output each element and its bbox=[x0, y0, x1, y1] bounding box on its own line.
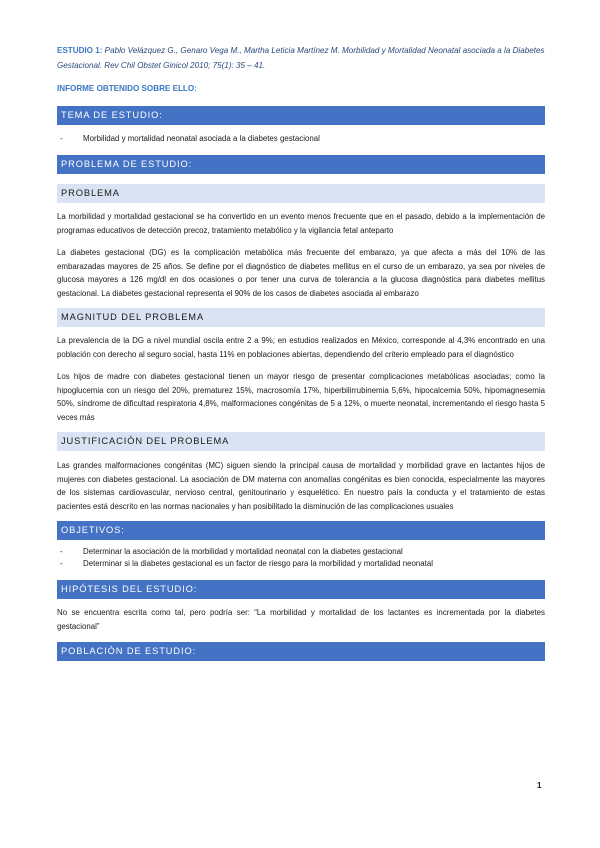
magnitud-paragraph-2: Los hijos de madre con diabetes gestacional tienen un mayor riesgo de presentar complicaciones metabólicas asociadas; como la hipoglucemia con un riesgo del 20%, prematurez 15%, macrosomía 17%, hiperbilirrubinemia 5,6%, hipocalcemia 50%, hipomagnesemia 50%, síndrome de dificultad respiratoria 4,8%, malformaciones congénitas de 5 a 12%, o muerte neonatal, incrementando el riesgo hasta 5 veces más bbox=[57, 372, 545, 422]
section-heading-tema: TEMA DE ESTUDIO: bbox=[57, 106, 545, 125]
section-heading-magnitud: MAGNITUD DEL PROBLEMA bbox=[57, 308, 545, 327]
magnitud-paragraph-1: La prevalencia de la DG a nivel mundial oscila entre 2 a 9%; en estudios realizados en México, corresponde al 4,3% encontrado en una población con derecho al seguro social, hasta 11% en poblaciones abiertas, dependiendo del criterio empleado para el diagnóstico bbox=[57, 336, 545, 359]
problema-paragraph-2: La diabetes gestacional (DG) es la complicación metabólica más frecuente del embarazo, ya que afecta a más del 10% de las embarazadas mayores de 25 años. Se define por el diagnóstico de diabetes mellitus en el curso de un embarazo, ya sea por niveles de glucosa mayores a 126 mg/dl en dos ocasiones o por tener una curva de tolerancia a la glucosa diagnóstica para diabetes mellitus gestacional. La diabetes gestacional representa el 90% de los casos de diabetes asociada al embarazo bbox=[57, 248, 545, 298]
justificacion-paragraph: Las grandes malformaciones congénitas (MC) siguen siendo la principal causa de mortalidad y morbilidad grave en lactantes hijos de mujeres con diabetes gestacional. La asociación de DM materna con anomalías congénitas es bien conocida, especialmente las mayores de los sistemas cardiovascular, nervioso central, genitourinario y esquelético. En nuestro país la conducta y el tratamiento de estas pacientes está descrito en las normas nacionales y han posibilitado la disminución de las complicaciones usuales bbox=[57, 461, 545, 511]
list-item: - Determinar la asociación de la morbilidad y mortalidad neonatal con la diabetes gestacional bbox=[60, 547, 403, 556]
tema-list bbox=[57, 133, 545, 145]
list-item: - Morbilidad y mortalidad neonatal asociada a la diabetes gestacional bbox=[60, 134, 320, 143]
reference-text: Pablo Velázquez G., Genaro Vega M., Martha Leticia Martínez M. Morbilidad y Mortalidad Neonatal asociada a la Diabetes Gestacional. Rev Chil Obstet Ginicol 2010; 75(1): 35 – 41. bbox=[57, 46, 545, 70]
section-heading-hipotesis: HIPÓTESIS DEL ESTUDIO: bbox=[57, 580, 545, 599]
reference-label: ESTUDIO 1: bbox=[57, 46, 103, 55]
section-heading-poblacion: POBLACIÓN DE ESTUDIO: bbox=[57, 642, 545, 661]
section-heading-problema-estudio: PROBLEMA DE ESTUDIO: bbox=[57, 155, 545, 174]
section-heading-objetivos: OBJETIVOS: bbox=[57, 521, 545, 540]
informe-label: INFORME OBTENIDO SOBRE ELLO: bbox=[57, 84, 197, 93]
hipotesis-paragraph: No se encuentra escrita como tal, pero podría ser: “La morbilidad y mortalidad de los lactantes es incrementada por la diabetes gestacional” bbox=[57, 608, 545, 631]
page-number: 1 bbox=[537, 781, 542, 790]
objetivos-list bbox=[57, 546, 545, 570]
document-content bbox=[57, 44, 545, 661]
list-item: - Determinar si la diabetes gestacional es un factor de riesgo para la morbilidad y mortalidad neonatal bbox=[60, 559, 434, 568]
section-heading-justificacion: JUSTIFICACIÓN DEL PROBLEMA bbox=[57, 432, 545, 451]
section-heading-problema: PROBLEMA bbox=[57, 184, 545, 203]
reference-citation bbox=[57, 44, 545, 73]
problema-paragraph-1: La morbilidad y mortalidad gestacional se ha convertido en un evento menos frecuente que en el pasado, debido a la implementación de programas educativos de detección precoz, tratamiento metabólico y la vigilancia fetal anteparto bbox=[57, 212, 545, 235]
